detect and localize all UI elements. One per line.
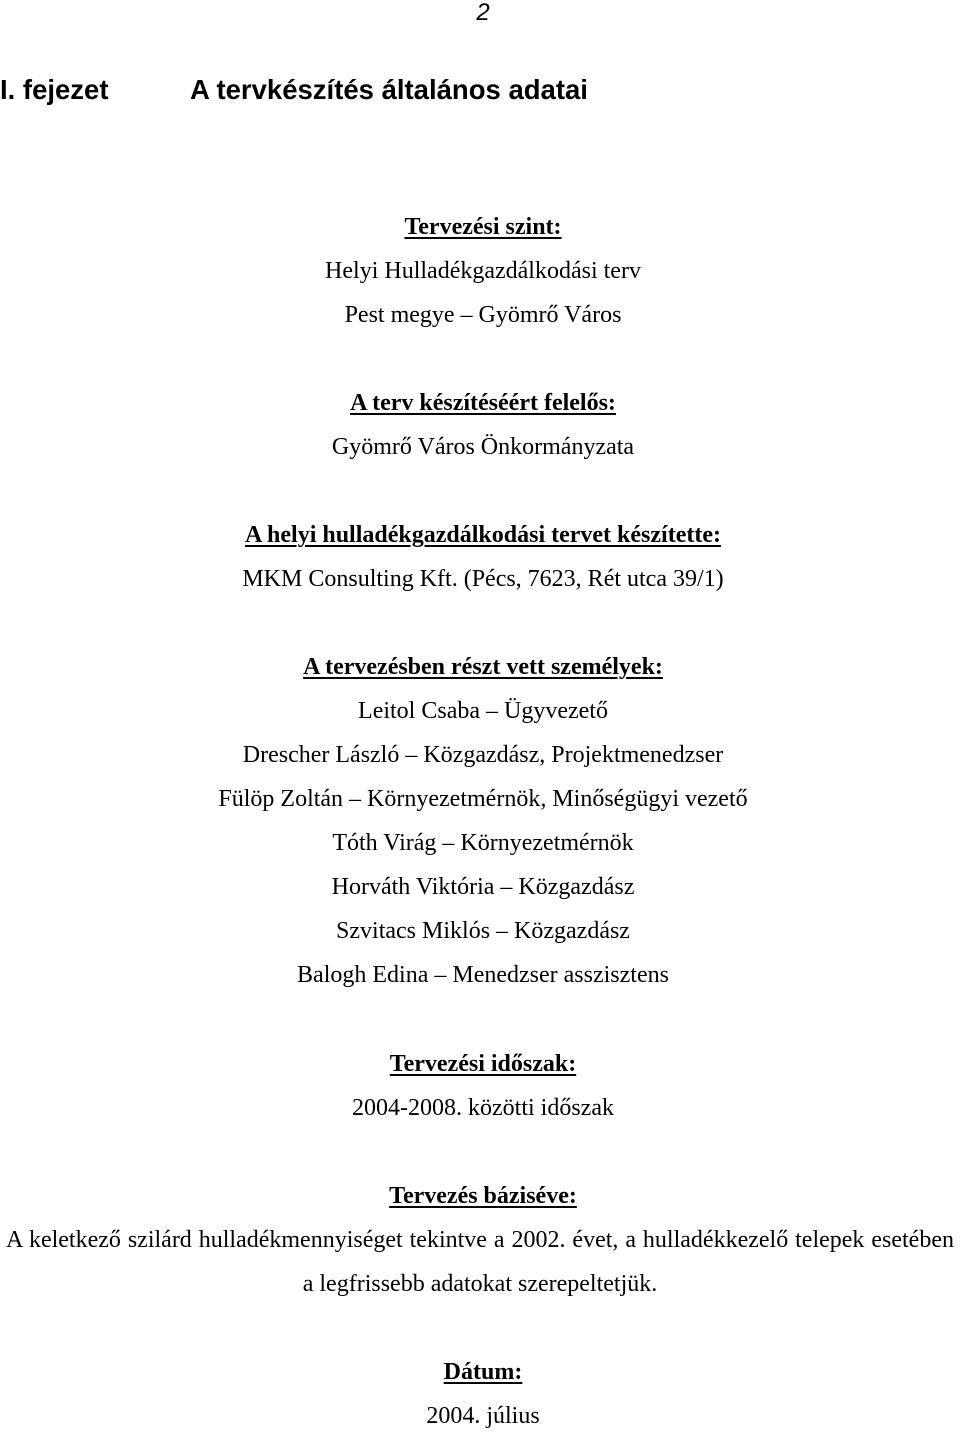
base-year-paragraph: A keletkező szilárd hulladékmennyiséget tekintve a 2002. évet, a hulladékkezelő telepek esetében a legfrissebb adatokat szerepeltetjük.	[6, 1227, 954, 1297]
chapter-title: A tervkészítés általános adatai	[190, 74, 588, 105]
prepared-by-heading: A helyi hulladékgazdálkodási tervet készítette:	[245, 522, 721, 548]
participant-line: Leitol Csaba – Ügyvezető	[358, 698, 608, 724]
date-line: 2004. július	[426, 1403, 540, 1429]
participant-line: Szvitacs Miklós – Közgazdász	[336, 918, 630, 944]
participant-line: Drescher László – Közgazdász, Projektmenedzser	[242, 742, 724, 768]
page-number: 2	[476, 0, 490, 26]
date-heading: Dátum:	[443, 1359, 523, 1385]
responsible-heading: A terv készítéséért felelős:	[350, 390, 616, 416]
planning-level-line: Pest megye – Gyömrő Város	[344, 302, 622, 328]
base-year-heading: Tervezés bázisévе:	[389, 1183, 577, 1209]
chapter-number: I. fejezet	[0, 74, 109, 105]
planning-level-heading: Tervezési szint:	[404, 214, 562, 240]
participant-line: Tóth Virág – Környezetmérnök	[332, 830, 634, 856]
planning-period-line: 2004-2008. közötti időszak	[352, 1095, 614, 1121]
participant-line: Fülöp Zoltán – Környezetmérnök, Minőségügyi vezető	[218, 786, 748, 812]
planning-level-line: Helyi Hulladékgazdálkodási terv	[325, 258, 641, 284]
prepared-by-line: MKM Consulting Kft. (Pécs, 7623, Rét utca 39/1)	[242, 566, 724, 592]
planning-period-heading: Tervezési időszak:	[389, 1051, 577, 1077]
participant-line: Horváth Viktória – Közgazdász	[331, 874, 635, 900]
participants-heading: A tervezésben részt vett személyek:	[303, 654, 663, 680]
participant-line: Balogh Edina – Menedzser asszisztens	[297, 962, 669, 988]
responsible-line: Gyömrő Város Önkormányzata	[331, 434, 635, 460]
